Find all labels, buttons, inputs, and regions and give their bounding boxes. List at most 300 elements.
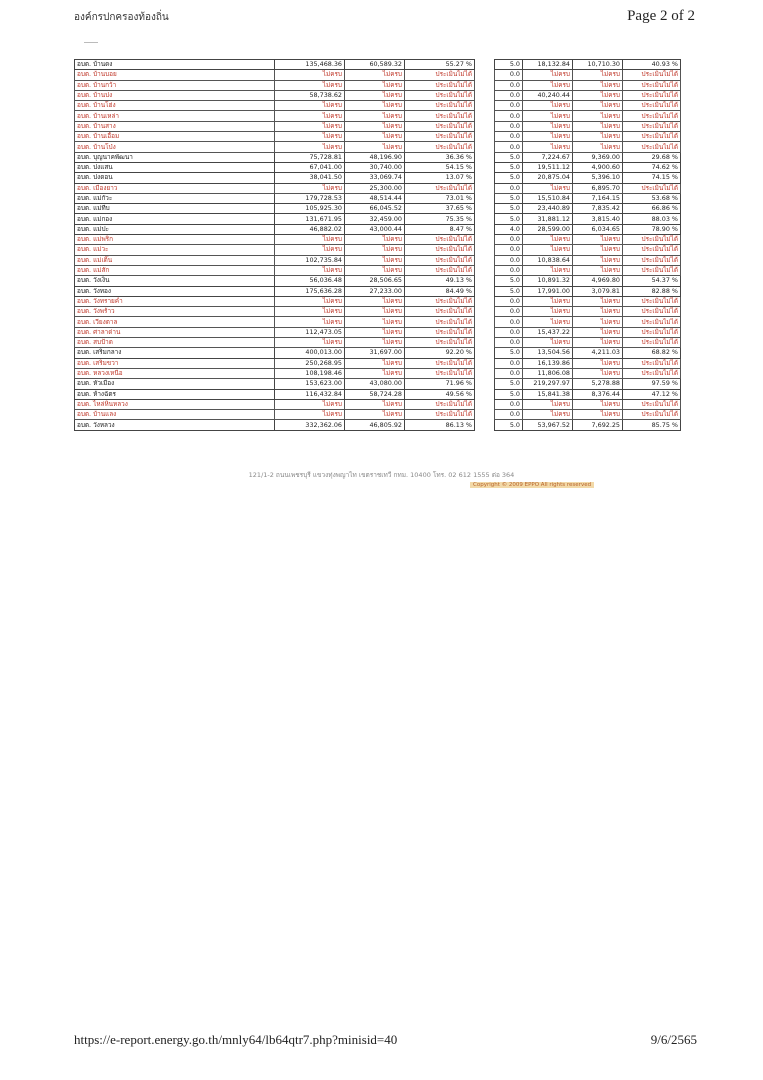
cell-c6: ไม่ครบ [573,317,623,327]
cell-c4: 5.0 [495,214,523,224]
cell-c1: 38,041.50 [275,173,345,183]
cell-c2: 31,697.00 [345,348,405,358]
cell-spacer [475,235,495,245]
cell-c2: 43,080.00 [345,379,405,389]
cell-c2: ไม่ครบ [345,121,405,131]
cell-name: อบต. แม่ทีบ [75,204,275,214]
cell-c1: ไม่ครบ [275,245,345,255]
cell-c5: 40,240.44 [523,90,573,100]
cell-c3: ประเมินไม่ได้ [405,111,475,121]
cell-name: อบต. บ้านแลง [75,410,275,420]
cell-c5: 11,806.08 [523,368,573,378]
table-row [75,224,681,234]
cell-name: อบต. แม่เติ๊น [75,255,275,265]
table-row [75,348,681,358]
cell-c2: ไม่ครบ [345,296,405,306]
cell-c6: 7,164.15 [573,193,623,203]
cell-c1: 116,432.84 [275,389,345,399]
cell-c2: 33,069.74 [345,173,405,183]
cell-c6: ไม่ครบ [573,399,623,409]
cell-spacer [475,101,495,111]
cell-c5: 31,881.12 [523,214,573,224]
cell-c2: 32,459.00 [345,214,405,224]
cell-c3: ประเมินไม่ได้ [405,101,475,111]
table-row [75,70,681,80]
cell-c1: ไม่ครบ [275,101,345,111]
cell-c7: 78.90 % [623,224,681,234]
table-row [75,307,681,317]
print-date: 9/6/2565 [650,1032,697,1047]
table-row [75,389,681,399]
cell-c1: 105,925.30 [275,204,345,214]
cell-spacer [475,162,495,172]
cell-c3: ประเมินไม่ได้ [405,265,475,275]
cell-c3: ประเมินไม่ได้ [405,70,475,80]
cell-c4: 0.0 [495,338,523,348]
cell-c6: ไม่ครบ [573,327,623,337]
cell-c7: 97.59 % [623,379,681,389]
cell-c5: 7,224.67 [523,152,573,162]
cell-c5: ไม่ครบ [523,142,573,152]
cell-c5: 23,440.89 [523,204,573,214]
cell-name: อบต. บ้านเอื้อม [75,132,275,142]
cell-c4: 0.0 [495,101,523,111]
cell-c6: ไม่ครบ [573,368,623,378]
cell-c4: 5.0 [495,60,523,70]
cell-c5: 10,891.32 [523,276,573,286]
cell-c2: ไม่ครบ [345,399,405,409]
table-row [75,60,681,70]
table-row [75,80,681,90]
cell-name: อบต. แม่วะ [75,245,275,255]
cell-c4: 5.0 [495,276,523,286]
table-row [75,162,681,172]
cell-c3: 49.13 % [405,276,475,286]
cell-c4: 0.0 [495,183,523,193]
cell-c3: 36.36 % [405,152,475,162]
cell-spacer [475,224,495,234]
cell-c1: ไม่ครบ [275,80,345,90]
cell-c5: ไม่ครบ [523,399,573,409]
cell-c2: ไม่ครบ [345,410,405,420]
cell-c1: 332,362.06 [275,420,345,430]
cell-c5: ไม่ครบ [523,245,573,255]
cell-c1: 400,013.00 [275,348,345,358]
cell-c4: 5.0 [495,173,523,183]
cell-c7: 66.86 % [623,204,681,214]
cell-name: อบต. แม่สัก [75,265,275,275]
cell-c5: 10,838.64 [523,255,573,265]
cell-c7: ประเมินไม่ได้ [623,399,681,409]
cell-c4: 4.0 [495,224,523,234]
org-header: องค์กรปกครองท้องถิ่น [74,12,169,23]
cell-c6: ไม่ครบ [573,358,623,368]
cell-c2: 58,724.28 [345,389,405,399]
cell-c7: ประเมินไม่ได้ [623,111,681,121]
cell-c4: 0.0 [495,142,523,152]
cell-c6: 5,396.10 [573,173,623,183]
cell-name: อบต. หลวงเหนือ [75,368,275,378]
cell-name: อบต. เวียงตาล [75,317,275,327]
cell-c5: 15,437.22 [523,327,573,337]
cell-c5: ไม่ครบ [523,307,573,317]
table-row [75,235,681,245]
table-row [75,90,681,100]
cell-c3: 13.07 % [405,173,475,183]
cell-c2: ไม่ครบ [345,245,405,255]
cell-c7: ประเมินไม่ได้ [623,245,681,255]
cell-c3: ประเมินไม่ได้ [405,399,475,409]
cell-c2: 27,233.00 [345,286,405,296]
cell-c4: 5.0 [495,379,523,389]
cell-c7: 68.82 % [623,348,681,358]
cell-spacer [475,410,495,420]
cell-spacer [475,399,495,409]
cell-c2: 25,300.00 [345,183,405,193]
cell-c7: ประเมินไม่ได้ [623,296,681,306]
cell-spacer [475,358,495,368]
cell-c1: ไม่ครบ [275,121,345,131]
cell-c4: 5.0 [495,420,523,430]
cell-name: อบต. วังหลวง [75,420,275,430]
cell-c6: 4,900.60 [573,162,623,172]
cell-c1: 135,468.36 [275,60,345,70]
cell-name: อบต. บ้านเหล่า [75,111,275,121]
cell-c1: ไม่ครบ [275,111,345,121]
cell-name: อบต. แม่พริก [75,235,275,245]
cell-c6: ไม่ครบ [573,235,623,245]
cell-c4: 0.0 [495,70,523,80]
cell-spacer [475,183,495,193]
cell-c2: ไม่ครบ [345,90,405,100]
cell-name: อบต. วังทรายคำ [75,296,275,306]
cell-c6: 7,692.25 [573,420,623,430]
cell-c7: ประเมินไม่ได้ [623,327,681,337]
cell-c4: 0.0 [495,307,523,317]
cell-c3: ประเมินไม่ได้ [405,235,475,245]
cell-c2: ไม่ครบ [345,80,405,90]
table-row [75,214,681,224]
cell-c7: ประเมินไม่ได้ [623,80,681,90]
cell-name: อบต. เสริมขวา [75,358,275,368]
cell-c6: 5,278.88 [573,379,623,389]
table-row [75,286,681,296]
cell-spacer [475,348,495,358]
cell-c4: 0.0 [495,132,523,142]
cell-c4: 5.0 [495,162,523,172]
cell-c2: ไม่ครบ [345,235,405,245]
cell-c1: ไม่ครบ [275,265,345,275]
cell-c1: ไม่ครบ [275,132,345,142]
cell-c7: 54.37 % [623,276,681,286]
cell-c6: 6,895.70 [573,183,623,193]
table-row [75,358,681,368]
cell-c4: 0.0 [495,121,523,131]
cell-c5: ไม่ครบ [523,317,573,327]
cell-c2: 60,589.32 [345,60,405,70]
cell-c6: ไม่ครบ [573,245,623,255]
cell-c6: 4,969.80 [573,276,623,286]
cell-c4: 0.0 [495,245,523,255]
cell-c7: 47.12 % [623,389,681,399]
cell-c6: ไม่ครบ [573,132,623,142]
cell-spacer [475,132,495,142]
cell-c5: 28,599.00 [523,224,573,234]
energy-table-container [74,59,681,431]
cell-c3: ประเมินไม่ได้ [405,338,475,348]
cell-c6: ไม่ครบ [573,101,623,111]
cell-c5: 17,991.00 [523,286,573,296]
cell-c3: ประเมินไม่ได้ [405,90,475,100]
cell-c6: 3,815.40 [573,214,623,224]
cell-c3: ประเมินไม่ได้ [405,121,475,131]
cell-spacer [475,193,495,203]
table-row [75,121,681,131]
cell-c1: 56,036.48 [275,276,345,286]
cell-c5: ไม่ครบ [523,265,573,275]
cell-spacer [475,317,495,327]
cell-c3: 55.27 % [405,60,475,70]
cell-c5: 19,511.12 [523,162,573,172]
cell-c2: 43,000.44 [345,224,405,234]
cell-c3: ประเมินไม่ได้ [405,410,475,420]
cell-c1: ไม่ครบ [275,317,345,327]
cell-c6: 10,710.30 [573,60,623,70]
cell-name: อบต. บ้านโฮ่ง [75,101,275,111]
cell-c1: ไม่ครบ [275,235,345,245]
cell-c3: ประเมินไม่ได้ [405,307,475,317]
page-number: Page 2 of 2 [627,8,695,24]
cell-c2: ไม่ครบ [345,338,405,348]
cell-name: อบต. บ้านสาง [75,121,275,131]
cell-name: อบต. บ้านโป่ง [75,142,275,152]
table-body [75,60,681,431]
table-row [75,420,681,430]
cell-c2: ไม่ครบ [345,70,405,80]
cell-c6: 9,369.00 [573,152,623,162]
cell-c7: 74.62 % [623,162,681,172]
footer-copyright: Copyright © 2009 EPPO All rights reserved [470,482,594,488]
cell-c3: ประเมินไม่ได้ [405,245,475,255]
cell-c5: 18,132.84 [523,60,573,70]
table-row [75,204,681,214]
cell-c5: 53,967.52 [523,420,573,430]
cell-c7: ประเมินไม่ได้ [623,121,681,131]
cell-c5: 13,504.56 [523,348,573,358]
cell-name: อบต. ศาลาด่าน [75,327,275,337]
cell-spacer [475,286,495,296]
cell-c4: 0.0 [495,296,523,306]
table-row [75,255,681,265]
cell-c1: 102,735.84 [275,255,345,265]
cell-c4: 0.0 [495,80,523,90]
cell-c1: ไม่ครบ [275,183,345,193]
cell-c1: 46,882.02 [275,224,345,234]
cell-c5: ไม่ครบ [523,183,573,193]
cell-c1: 67,041.00 [275,162,345,172]
cell-c6: 3,079.81 [573,286,623,296]
cell-c2: 48,196.90 [345,152,405,162]
cell-name: อบต. บ้านบอย [75,70,275,80]
cell-spacer [475,379,495,389]
cell-c2: ไม่ครบ [345,132,405,142]
cell-c4: 0.0 [495,410,523,420]
cell-c2: ไม่ครบ [345,142,405,152]
table-row [75,296,681,306]
cell-c1: ไม่ครบ [275,296,345,306]
table-row [75,276,681,286]
cell-c2: ไม่ครบ [345,111,405,121]
cell-c6: ไม่ครบ [573,338,623,348]
cell-c6: ไม่ครบ [573,255,623,265]
cell-c4: 5.0 [495,193,523,203]
cell-c4: 5.0 [495,348,523,358]
cell-name: อบต. เมืองยาว [75,183,275,193]
cell-c5: 219,297.97 [523,379,573,389]
table-row [75,327,681,337]
cell-c7: 82.88 % [623,286,681,296]
cell-c3: ประเมินไม่ได้ [405,80,475,90]
cell-c4: 5.0 [495,152,523,162]
table-row [75,317,681,327]
cell-c2: ไม่ครบ [345,265,405,275]
cell-c5: ไม่ครบ [523,70,573,80]
cell-c7: ประเมินไม่ได้ [623,142,681,152]
cell-c1: ไม่ครบ [275,142,345,152]
cell-c3: 86.13 % [405,420,475,430]
cell-name: อบต. วังเงิน [75,276,275,286]
cell-c5: 15,510.84 [523,193,573,203]
cell-c7: ประเมินไม่ได้ [623,410,681,420]
cell-c7: 85.75 % [623,420,681,430]
cell-c2: 46,805.92 [345,420,405,430]
cell-spacer [475,60,495,70]
cell-c3: ประเมินไม่ได้ [405,327,475,337]
cell-c3: 84.49 % [405,286,475,296]
scan-mark [84,42,98,43]
cell-c7: ประเมินไม่ได้ [623,132,681,142]
cell-name: อบต. แม่ปะ [75,224,275,234]
cell-c2: 28,506.65 [345,276,405,286]
cell-c5: ไม่ครบ [523,235,573,245]
cell-c7: ประเมินไม่ได้ [623,101,681,111]
cell-c3: 8.47 % [405,224,475,234]
cell-spacer [475,121,495,131]
cell-c1: 175,636.28 [275,286,345,296]
cell-c4: 5.0 [495,204,523,214]
cell-spacer [475,90,495,100]
cell-c7: 74.15 % [623,173,681,183]
cell-name: อบต. ปงแสน [75,162,275,172]
cell-c3: 54.15 % [405,162,475,172]
cell-c6: ไม่ครบ [573,80,623,90]
cell-c1: ไม่ครบ [275,399,345,409]
cell-c5: ไม่ครบ [523,121,573,131]
table-row [75,338,681,348]
cell-spacer [475,276,495,286]
cell-c6: ไม่ครบ [573,90,623,100]
cell-c5: ไม่ครบ [523,101,573,111]
cell-spacer [475,142,495,152]
cell-c3: ประเมินไม่ได้ [405,317,475,327]
cell-name: อบต. วังทอง [75,286,275,296]
cell-c4: 5.0 [495,286,523,296]
cell-c5: 20,875.04 [523,173,573,183]
table-row [75,265,681,275]
cell-c2: 48,514.44 [345,193,405,203]
cell-name: อบต. บ้านปง [75,90,275,100]
cell-c4: 0.0 [495,90,523,100]
cell-c3: 37.65 % [405,204,475,214]
cell-spacer [475,307,495,317]
cell-c1: 75,728.81 [275,152,345,162]
cell-c7: ประเมินไม่ได้ [623,358,681,368]
cell-c3: ประเมินไม่ได้ [405,296,475,306]
cell-c7: ประเมินไม่ได้ [623,338,681,348]
cell-c1: 131,671.95 [275,214,345,224]
table-row [75,399,681,409]
cell-c7: ประเมินไม่ได้ [623,90,681,100]
cell-c3: 75.35 % [405,214,475,224]
cell-c7: ประเมินไม่ได้ [623,307,681,317]
cell-spacer [475,265,495,275]
cell-c2: ไม่ครบ [345,307,405,317]
cell-c4: 0.0 [495,265,523,275]
cell-c7: ประเมินไม่ได้ [623,265,681,275]
cell-c1: 179,728.53 [275,193,345,203]
cell-c4: 0.0 [495,111,523,121]
cell-name: อบต. บ้านดง [75,60,275,70]
cell-c1: 153,623.00 [275,379,345,389]
cell-spacer [475,80,495,90]
cell-c3: 71.96 % [405,379,475,389]
cell-c6: ไม่ครบ [573,142,623,152]
cell-c7: ประเมินไม่ได้ [623,70,681,80]
cell-c1: ไม่ครบ [275,410,345,420]
table-row [75,193,681,203]
cell-c3: ประเมินไม่ได้ [405,368,475,378]
table-row [75,368,681,378]
cell-c5: ไม่ครบ [523,111,573,121]
cell-c4: 0.0 [495,358,523,368]
cell-c6: ไม่ครบ [573,121,623,131]
cell-name: อบต. วังพร้าว [75,307,275,317]
cell-spacer [475,173,495,183]
cell-c1: 250,268.95 [275,358,345,368]
cell-c4: 0.0 [495,317,523,327]
cell-c6: ไม่ครบ [573,265,623,275]
cell-c7: ประเมินไม่ได้ [623,183,681,193]
cell-name: อบต. ไหล่หินหลวง [75,399,275,409]
cell-c1: 112,473.05 [275,327,345,337]
cell-c4: 0.0 [495,399,523,409]
footer-address: 121/1-2 ถนนเพชรบุรี แขวงทุ่งพญาไท เขตราชเทวี กทม. 10400 โทร. 02 612 1555 ต่อ 364 [248,471,515,479]
cell-c6: ไม่ครบ [573,410,623,420]
cell-c7: 29.68 % [623,152,681,162]
cell-c2: ไม่ครบ [345,327,405,337]
cell-spacer [475,368,495,378]
cell-spacer [475,214,495,224]
cell-c1: ไม่ครบ [275,70,345,80]
cell-spacer [475,111,495,121]
table-row [75,111,681,121]
cell-c5: 16,139.86 [523,358,573,368]
cell-c6: 8,376.44 [573,389,623,399]
cell-c3: 73.01 % [405,193,475,203]
cell-c5: 15,841.38 [523,389,573,399]
table-row [75,132,681,142]
cell-c2: 66,045.52 [345,204,405,214]
